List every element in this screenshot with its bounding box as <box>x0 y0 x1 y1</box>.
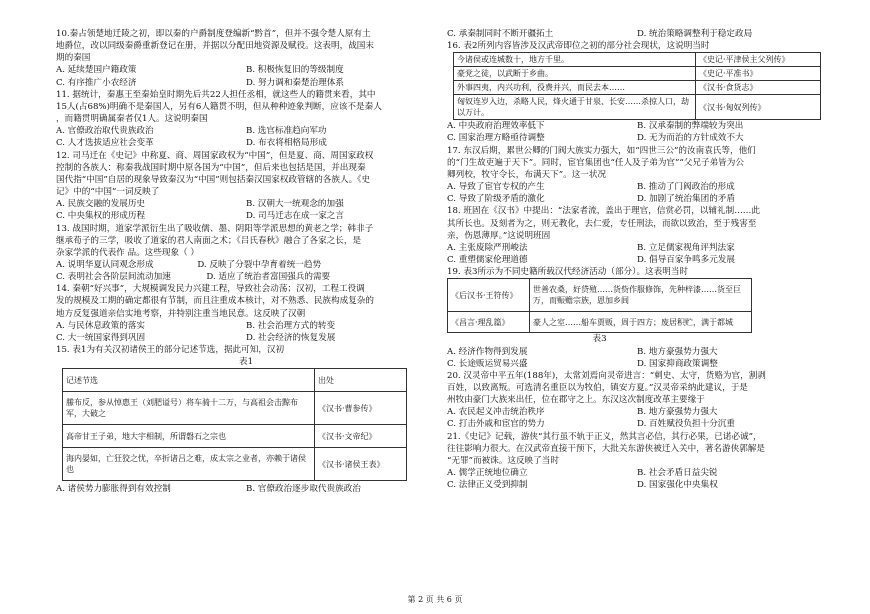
table-cell: 《汉书·匈奴列传》 <box>696 95 821 120</box>
table-row <box>454 95 821 120</box>
option-c: C. 人才选拔适应社会变革 <box>56 138 154 149</box>
question-15 <box>56 344 436 495</box>
table-cell: 高帝甘王子弟，地大宇相制，所谓磐石之宗也 <box>63 425 315 448</box>
option-d: D. 布衣将相格局形成 <box>246 138 327 149</box>
option-b: B. 地方豪强势力强大 <box>637 407 718 418</box>
question-text: 15. 表1为有关汉初诸侯王的部分记述节选，据此可知，汉初 <box>56 345 285 356</box>
table-header-cell: 记述节选 <box>63 369 315 392</box>
option-d: D. 倡导百家争鸣多元发展 <box>637 255 735 266</box>
question-text: 其所长也。及刻者为之，则无教化，去仁爱，专任刑法，而欲以致治，至于残害至 <box>447 218 757 229</box>
question-16 <box>447 40 827 144</box>
option-d: D. 百姓赋役负担十分沉重 <box>637 419 735 430</box>
option-a: A. 农民起义冲击统治秩序 <box>447 407 545 418</box>
question-text: 11. 据统计，秦惠王至秦始皇时期先后共22人担任丞相，就这些人的籍贯来看，其中 <box>56 89 376 100</box>
question-text: 地方反复强道亲信实地考察，并特别注重当地民意。这反映了汉朝 <box>56 308 306 319</box>
question-text: 继承荀子的三学，吸收了道家的君人南面之术；《吕氏春秋》融合了各家之长，是 <box>56 235 362 246</box>
table-cell: 《汉书·诸侯王表》 <box>315 448 407 481</box>
question-21 <box>447 431 827 492</box>
option-a: A. 延续楚国户籍政策 <box>56 65 137 76</box>
option-a: A. 儒学正统地位确立 <box>447 468 528 479</box>
option-row: C. 表明社会各阶层间流动加速 D. 适应了统治者富国强兵的需要 <box>56 272 331 283</box>
question-text: 控制的各族人：称秦我战国时期中原各国为“中国”，但后来也包括是国，并出现秦 <box>56 162 366 173</box>
question-19 <box>447 266 827 370</box>
option-d: D. 社会经济的恢复发展 <box>246 332 336 343</box>
table-cell: 《汉书·文帝纪》 <box>315 425 407 448</box>
question-text: 卿列校，牧守令长，布满天下”。这一状况 <box>447 169 607 180</box>
table-cell: 海内晏如，亡狂狡之忧，卒折诸吕之难，成太宗之业者，亦赖于诸侯也 <box>63 448 315 481</box>
question-text: 期的秦国 <box>56 53 91 64</box>
question-text: 记》中的“中国”一词反映了 <box>56 187 160 198</box>
question-text: 地爵位，改以同级秦爵重新登记在册，并据以分配田地资源及赋役。这表明，战国末 <box>56 41 374 52</box>
option-c: C. 中央集权的形成历程 <box>56 211 146 222</box>
table-row <box>454 81 821 95</box>
table-row <box>454 53 821 67</box>
question-15-continued <box>447 28 827 40</box>
question-text: 12. 司马迁在《史记》中称夏、商、周国家政权为“中国”，但是夏、商、周国家政权 <box>56 150 374 161</box>
question-text: 17. 东汉后期，累世公卿的门阀大族实力强大，如“四世三公”的汝南袁氏等，他们 <box>447 145 756 156</box>
table-row <box>63 448 407 481</box>
question-13 <box>56 223 436 284</box>
table-row <box>63 392 407 425</box>
question-text: 16. 表2所列内容皆涉及汉武帝即位之初的部分社会现状，这说明当时 <box>447 41 710 52</box>
option-a: A. 导致了宦官专权的产生 <box>447 182 545 193</box>
option-d: D. 国家抑商政策调整 <box>637 358 718 369</box>
table-cell: 《昌言·理乱篇》 <box>448 312 530 333</box>
question-text: 21.《史记》记载，游侠“其行虽不轨于正义，然其言必信，其行必果，已诺必诚”， <box>447 431 762 442</box>
table-cell: 豪人之室……船车贾贩，周于四方；废居积贮，满于都城 <box>530 312 752 333</box>
table-cell: 外事四夷，内兴功利，役费并兴，而民去本…… <box>454 81 696 95</box>
question-text: 13. 战国时期，道家学派衍生出了吸收儒、墨、阴阳等学派思想的黄老之学；韩非子 <box>56 223 374 234</box>
table-row <box>63 425 407 448</box>
option-a: A. 诸侯势力膨胀得到有效控制 <box>56 484 171 495</box>
option-c: C. 法律正义受到抑制 <box>447 480 528 491</box>
option-b: B. 官僚政治逐步取代贵族政治 <box>246 484 361 495</box>
page-footer: 第 2 页 共 6 页 <box>407 595 463 604</box>
option-c: C. 重塑儒家伦理道德 <box>447 255 528 266</box>
table-3 <box>447 278 752 333</box>
option-c: C. 打击外戚和宦官的势力 <box>447 419 545 430</box>
option-row: A. 说明华夏认同观念形成 D. 反映了分裂中孕育着统一趋势 <box>56 259 322 270</box>
question-text: 19. 表3所示为不同史籍所载汉代经济活动（部分）。这表明当时 <box>447 267 689 278</box>
option-d: D. 司马迁志在成一家之言 <box>246 211 344 222</box>
question-14 <box>56 283 436 344</box>
question-text: 国代指“中国”自居的现象导致秦汉为“中国”则包括秦汉国家权政管辖的各族人。《史 <box>56 174 371 185</box>
table-cell: 縢布反，参从悼惠王（刘肥谥号）将车骑十二万，与高祖会击黥布军，大破之 <box>63 392 315 425</box>
question-text: 州牧由豪门大族来出任，位在郡守之上。东汉这次制度改革主要缘于 <box>447 395 705 406</box>
option-d: D. 加剧了统治集团的矛盾 <box>637 194 735 205</box>
question-text: 14. 秦朝“好兴事”，大规模调发民力兴建工程，导致社会动荡；汉初，工程工役调 <box>56 284 365 295</box>
option-b: B. 社会治理方式的转变 <box>246 320 336 331</box>
table-row <box>448 312 752 333</box>
table-1 <box>62 368 407 481</box>
question-text: 的“门生故吏遍于天下”。同时，宦官集团也“任人及子弟为官”“父兄子弟皆为公 <box>447 157 744 168</box>
table-cell: 《汉书·曹参传》 <box>315 392 407 425</box>
option-d: D. 统治策略调整利于稳定政局 <box>637 29 753 39</box>
option-c: C. 长途贩运贸易兴盛 <box>447 358 528 369</box>
question-text: “无罪”而被诛。这反映了当时 <box>447 455 559 466</box>
table-cell: 《史记·平准书》 <box>696 67 821 81</box>
question-12 <box>56 150 436 223</box>
question-18 <box>447 205 827 266</box>
question-text: 20. 汉灵帝中平五年(188年)，太常刘焉向灵帝进言：“刺史、太守，货赂为官，割剥 <box>447 370 766 381</box>
option-d: D. 国家强化中央集权 <box>637 480 718 491</box>
question-11 <box>56 89 436 150</box>
option-a: A. 中央政府治理效率低下 <box>447 121 545 132</box>
question-text: 18. 班固在《汉书》中提出：“法家者流，盖出于理官，信赏必罚，以辅礼制……此 <box>447 206 760 217</box>
option-b: B. 汉朝大一统观念的加强 <box>246 199 344 210</box>
table-header-cell: 出处 <box>315 369 407 392</box>
option-a: A. 主张废除严刑峻法 <box>447 242 528 253</box>
question-text: 15人(占68%)明确不是秦国人，另有6人籍贯不明，但从种种迹象判断，应该不是秦人 <box>56 101 382 112</box>
option-a: A. 经济作物得到发展 <box>447 346 528 357</box>
option-d: D. 努力调和秦楚治理体系 <box>246 77 344 88</box>
option-a: A. 官僚政治取代贵族政治 <box>56 126 154 137</box>
option-c: C. 导致了阶级矛盾的激化 <box>447 194 545 205</box>
question-20 <box>447 370 827 431</box>
table-2 <box>453 52 821 120</box>
question-text: 亲，伤恩薄厚。”这说明班固 <box>447 230 551 241</box>
table-cell: 《史记·平津侯主父列传》 <box>696 53 821 67</box>
option-c: C. 国家治理方略亟待调整 <box>447 133 545 144</box>
option-a: A. 与民休息政策的落实 <box>56 320 146 331</box>
option-b: B. 推动了门阀政治的形成 <box>637 182 735 193</box>
table-row <box>448 279 752 312</box>
option-c: C. 大一统国家得到巩固 <box>56 332 146 343</box>
question-text: 百姓，以致离叛。可选清名重臣以为牧伯，镇安方夏。”汉灵帝采纳此建议，于是 <box>447 382 748 393</box>
option-b: B. 汉承秦制的弊端较为突出 <box>637 121 744 132</box>
question-text: 发的规模及工期的确定都很有节制，而且注重成本核计，对不熟悉、民族构成复杂的 <box>56 296 374 307</box>
option-b: B. 地方豪强势力强大 <box>637 346 718 357</box>
left-column <box>56 28 436 496</box>
table-cell: 《汉书·食货志》 <box>696 81 821 95</box>
question-text: 往往影响力很大。在汉武帝直接干预下，大批关东游侠被迁入关中，著名游侠郭解是 <box>447 443 765 454</box>
table-cell: 匈奴连岁入边，杀略人民，烽火通于甘泉、长安……杀掠人口，劫以万计。 <box>454 95 696 120</box>
table-cell: 《后汉书·王符传》 <box>448 279 530 312</box>
table-row <box>454 67 821 81</box>
option-a: A. 民族交融的发展历史 <box>56 199 146 210</box>
option-d: D. 无为而治的方针成效不大 <box>637 133 744 144</box>
table-caption: 表1 <box>238 357 254 368</box>
option-b: B. 选官标准趋向军功 <box>246 126 327 137</box>
question-text: 10.秦占领楚地迁陵之初，即以秦的户爵制度登编新“黔首”，但并不强令楚人原有土 <box>56 29 371 39</box>
option-c: C. 承秦制同时不断开疆拓土 <box>447 29 554 39</box>
question-text: ，而籍贯明确属秦者仅1人。这说明秦国 <box>56 114 208 125</box>
table-caption: 表3 <box>592 334 607 345</box>
table-cell: 今诸侯或连城数十，地方千里。 <box>454 53 696 67</box>
question-10 <box>56 28 436 89</box>
option-b: B. 立足儒家视角评判法家 <box>637 242 735 253</box>
question-text: 杂家学派的代表作 品。这些现象（ ） <box>56 247 199 258</box>
right-column <box>447 28 827 491</box>
option-b: B. 积极恢复旧的等级制度 <box>246 65 344 76</box>
table-cell: 世善农桑，好贷殖……货赀作服修饰，先种梓漆……货至巨万，而赈赡宗族，恩加乡闾 <box>530 279 752 312</box>
table-cell: 豪党之徒，以武断于乡曲。 <box>454 67 696 81</box>
option-c: C. 有序推广小农经济 <box>56 77 137 88</box>
question-17 <box>447 145 827 206</box>
option-b: B. 社会矛盾日益尖锐 <box>637 468 718 479</box>
table-header-row <box>63 369 407 392</box>
